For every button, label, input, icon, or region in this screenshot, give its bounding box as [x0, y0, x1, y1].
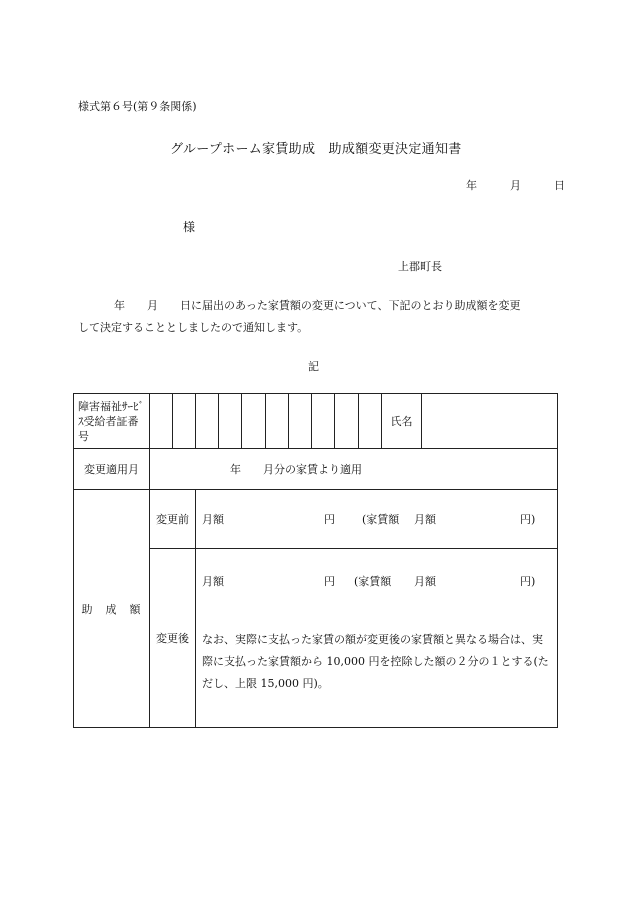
- notice-line-2: して決定することとしましたので通知します。: [78, 321, 309, 334]
- after-label: 変更後: [150, 549, 196, 728]
- before-yen: 円: [324, 513, 335, 526]
- form-number: 様式第６号(第９条関係): [78, 100, 197, 113]
- issuer: 上郡町長: [398, 260, 442, 273]
- after-note: なお、実際に支払った家賃の額が変更後の家賃額と異なる場合は、実際に支払った家賃額から 10,000 円を控除した額の２分の１とする(ただし、上限 15,000 円)。: [202, 633, 549, 690]
- after-rent-yen: 円): [520, 575, 536, 588]
- id-digit-8[interactable]: [312, 394, 335, 449]
- id-digit-1[interactable]: [150, 394, 173, 449]
- apply-month-label: 変更適用月: [74, 449, 150, 490]
- before-monthly-label: 月額: [202, 513, 224, 526]
- apply-month-text: 年 月分の家賃より適用: [150, 449, 558, 490]
- document-title: グループホーム家賃助成 助成額変更決定通知書: [170, 142, 462, 157]
- id-digit-9[interactable]: [335, 394, 359, 449]
- after-rent-monthly: 月額: [414, 575, 436, 588]
- grant-table: [73, 393, 558, 728]
- notice-line-1: 年 月 日に届出のあった家賃額の変更について、下記のとおり助成額を変更: [114, 299, 521, 312]
- id-digit-10[interactable]: [359, 394, 382, 449]
- before-label: 変更前: [150, 490, 196, 549]
- date-day: 日: [554, 179, 565, 192]
- id-digit-4[interactable]: [219, 394, 242, 449]
- before-rent-open: (家賃額: [362, 513, 400, 526]
- date-year: 年: [466, 179, 477, 192]
- after-rent-open: (家賃額: [354, 575, 392, 588]
- recipient-id-label: 障害福祉ｻｰﾋﾞｽ受給者証番号: [74, 394, 150, 449]
- ki-marker: 記: [308, 360, 319, 373]
- name-field[interactable]: [422, 394, 558, 449]
- before-rent-monthly: 月額: [414, 513, 436, 526]
- id-digit-7[interactable]: [289, 394, 312, 449]
- after-amount: [196, 549, 558, 728]
- after-monthly-label: 月額: [202, 575, 224, 588]
- id-digit-2[interactable]: [173, 394, 196, 449]
- before-rent-yen: 円): [520, 513, 536, 526]
- notice-body: [78, 295, 556, 339]
- id-digit-3[interactable]: [196, 394, 219, 449]
- issue-date: [466, 177, 565, 193]
- date-month: 月: [510, 179, 521, 192]
- id-digit-5[interactable]: [242, 394, 266, 449]
- name-label: 氏名: [382, 394, 422, 449]
- id-digit-6[interactable]: [266, 394, 289, 449]
- after-yen: 円: [324, 575, 335, 588]
- addressee-suffix: 様: [183, 220, 196, 234]
- grant-amount-label: 助 成 額: [74, 490, 150, 728]
- before-amount: [196, 490, 558, 549]
